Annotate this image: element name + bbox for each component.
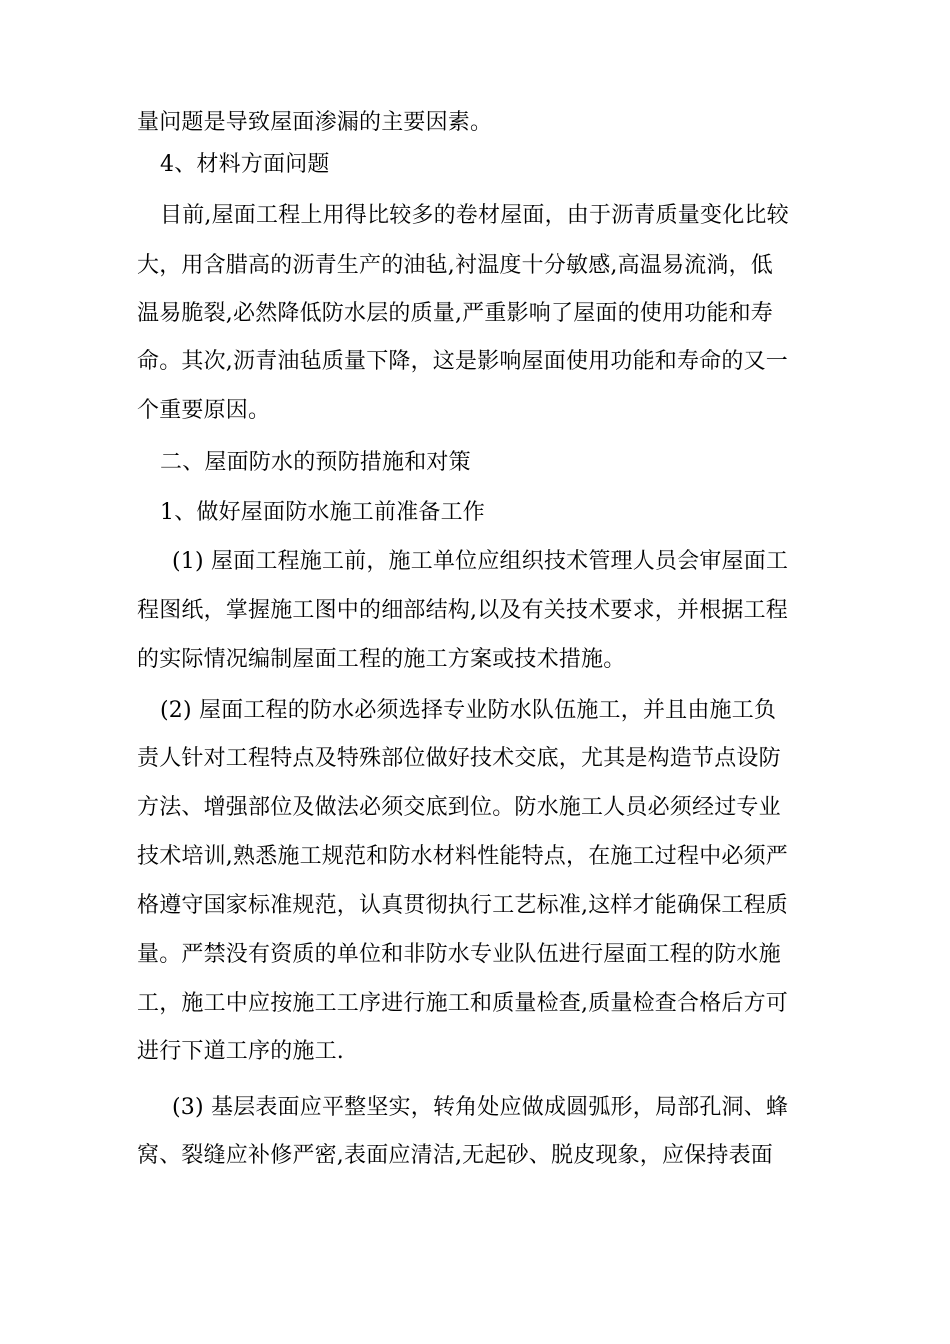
text-line: (1) 屋面工程施工前，施工单位应组织技术管理人员会审屋面工 (172, 549, 789, 574)
text-line: 责人针对工程特点及特殊部位做好技术交底，尤其是构造节点设防 (137, 746, 781, 771)
text-line: 个重要原因。 (137, 398, 271, 423)
text-line: 的实际情况编制屋面工程的施工方案或技术措施。 (137, 647, 626, 672)
text-line: 大，用含腊高的沥青生产的油毡,衬温度十分敏感,高温易流淌，低 (137, 253, 773, 278)
text-line: 工，施工中应按施工工序进行施工和质量检查,质量检查合格后方可 (137, 991, 788, 1016)
section-heading: 4、材料方面问题 (160, 152, 330, 177)
text-line: (2) 屋面工程的防水必须选择专业防水队伍施工，并且由施工负 (160, 698, 777, 723)
text-line: 方法、增强部位及做法必须交底到位。防水施工人员必须经过专业 (137, 795, 781, 820)
text-line: 命。其次,沥青油毡质量下降，这是影响屋面使用功能和寿命的又一 (137, 349, 788, 374)
text-line: 技术培训,熟悉施工规范和防水材料性能特点，在施工过程中必须严 (137, 844, 788, 869)
text-line: 目前,屋面工程上用得比较多的卷材屋面，由于沥青质量变化比较 (160, 203, 789, 228)
text-line: (3) 基层表面应平整坚实，转角处应做成圆弧形，局部孔洞、蜂 (172, 1095, 789, 1120)
text-line: 温易脆裂,必然降低防水层的质量,严重影响了屋面的使用功能和寿 (137, 301, 773, 326)
text-line: 格遵守国家标准规范，认真贯彻执行工艺标准,这样才能确保工程质 (137, 893, 788, 918)
text-line: 进行下道工序的施工. (137, 1039, 344, 1064)
text-line: 程图纸，掌握施工图中的细部结构,以及有关技术要求，并根据工程 (137, 598, 788, 623)
section-heading: 二、屋面防水的预防措施和对策 (160, 450, 471, 475)
subsection-heading: 1、做好屋面防水施工前准备工作 (160, 500, 485, 525)
text-line: 量。严禁没有资质的单位和非防水专业队伍进行屋面工程的防水施 (137, 942, 781, 967)
text-line: 窝、裂缝应补修严密,表面应清洁,无起砂、脱皮现象，应保持表面 (137, 1143, 773, 1168)
text-line: 量问题是导致屋面渗漏的主要因素。 (137, 110, 493, 135)
